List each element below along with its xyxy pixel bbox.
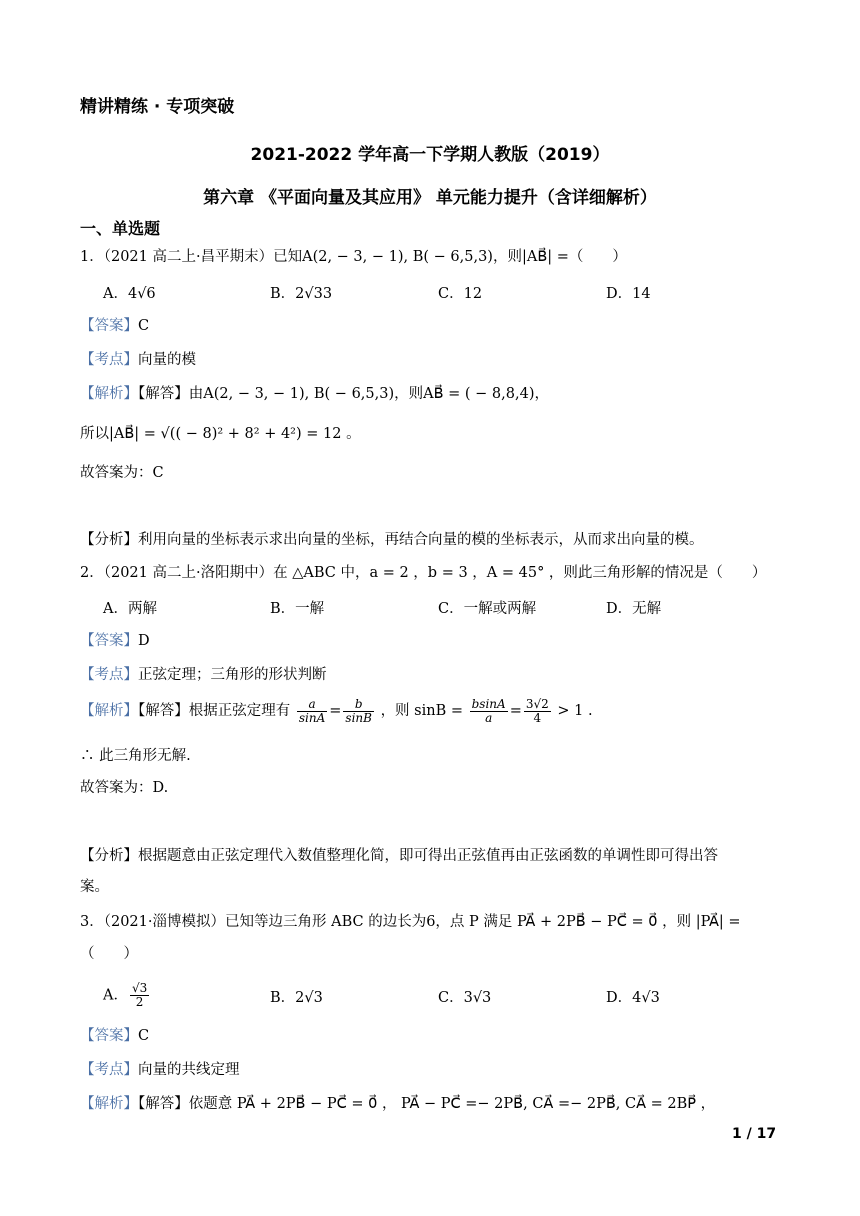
q2-stem: 2．（2021 高二上·洛阳期中）在 △ABC 中，a = 2 ，b = 3 ，A = 45° ，则此三角形解的情况是（ ） [80, 565, 767, 581]
q3-answer [80, 1026, 149, 1046]
q1-analysis-line2: 所以|AB⃗| = √(( − 8)² + 8² + 4²) = 12 。 [80, 426, 361, 442]
q1-remark: 【分析】利用向量的坐标表示求出向量的坐标，再结合向量的模的坐标表示，从而求出向量的模。 [80, 532, 704, 548]
q2-point [80, 665, 327, 685]
point-tag: 【考点】 [80, 352, 138, 368]
q2-option-b: B．一解 [270, 601, 325, 617]
q2-analysis-prefix: 【解答】根据正弦定理有 [138, 703, 291, 719]
series-title: 精讲精练 · 专项突破 [80, 97, 235, 117]
point-tag: 【考点】 [80, 667, 138, 683]
q2-remark-line1: 【分析】根据题意由正弦定理代入数值整理化简，即可得出正弦值再由正弦函数的单调性即可得出答 [80, 848, 718, 864]
q1-analysis [80, 384, 549, 404]
fraction: $\frac{bsinA}{a}$ [471, 696, 506, 725]
q1-analysis-line3: 故答案为：C [80, 465, 164, 481]
point-tag: 【考点】 [80, 1062, 138, 1078]
q1-option-d: D．14 [606, 286, 651, 302]
q2-analysis: 【解析】【解答】根据正弦定理有 $\frac{a}{\sin A}$ = $\frac{b}{\sin B}$ ，则 sinB = $\frac{bsinA}{a}$ = $\frac{3√2}{4}$ > 1 . [80, 696, 593, 725]
q3-option-b: B．2√3 [270, 990, 323, 1006]
q3-point [80, 1060, 240, 1080]
q3-option-d: D．4√3 [606, 990, 660, 1006]
doc-title-line2: 第六章 《平面向量及其应用》 单元能力提升（含详细解析） [203, 188, 657, 208]
answer-tag: 【答案】 [80, 633, 138, 649]
q1-option-c: C．12 [438, 286, 483, 302]
q3-option-c: C．3√3 [438, 990, 492, 1006]
q3-answer-value: C [138, 1028, 150, 1044]
fraction: $\frac{a}{\sin A}$ [298, 696, 326, 725]
q3-option-a: A． $\frac{√3}{2}$ [103, 981, 148, 1009]
q3-stem-line2: （ ） [80, 946, 138, 962]
analysis-tag: 【解析】 [80, 386, 138, 402]
answer-tag: 【答案】 [80, 1028, 138, 1044]
q2-remark-line2: 案。 [80, 879, 109, 895]
q3-stem-line1: 3．（2021·淄博模拟）已知等边三角形 ABC 的边长为6，点 P 满足 PA⃗ + 2PB⃗ − PC⃗ = 0⃗ ，则 |PA⃗| = [80, 914, 741, 930]
analysis-tag: 【解析】 [80, 1096, 138, 1112]
q2-point-value: 正弦定理；三角形的形状判断 [138, 667, 327, 683]
q1-option-a: A．4√6 [103, 286, 156, 302]
q1-point [80, 350, 196, 370]
q3-analysis-line1: 【解答】依题意 PA⃗ + 2PB⃗ − PC⃗ = 0⃗ ， PA⃗ − PC⃗ =− 2PB⃗, CA⃗ =− 2PB⃗, CA⃗ = 2BP⃗ ， [138, 1096, 716, 1112]
q2-analysis-suffix: > 1 . [557, 703, 593, 719]
q1-point-value: 向量的模 [138, 352, 196, 368]
q2-option-a: A．两解 [103, 601, 157, 617]
section-heading: 一、单选题 [80, 219, 161, 238]
analysis-tag: 【解析】 [80, 703, 138, 719]
fraction: $\frac{3√2}{4}$ [525, 696, 549, 725]
doc-title-line1: 2021-2022 学年高一下学期人教版（2019） [250, 145, 610, 165]
q2-answer [80, 631, 150, 651]
q2-analysis-mid: ，则 sinB = [380, 703, 464, 719]
q2-analysis-line2: ∴ 此三角形无解. [80, 748, 191, 764]
q3-analysis [80, 1094, 715, 1114]
answer-tag: 【答案】 [80, 318, 138, 334]
q3-point-value: 向量的共线定理 [138, 1062, 240, 1078]
q2-analysis-line3: 故答案为：D. [80, 780, 169, 796]
fraction: $\frac{b}{\sin B}$ [345, 696, 372, 725]
q1-option-b: B．2√33 [270, 286, 333, 302]
q1-answer [80, 316, 149, 336]
q2-answer-value: D [138, 633, 150, 649]
fraction: $\frac{√3}{2}$ [131, 981, 148, 1009]
q1-answer-value: C [138, 318, 150, 334]
q1-analysis-line1: 【解答】由A(2, − 3, − 1), B( − 6,5,3)，则AB⃗ = ( − 8,8,4)， [138, 386, 549, 402]
q1-stem: 1．（2021 高二上·昌平期末）已知A(2, − 3, − 1), B( − 6,5,3)，则|AB⃗| =（ ） [80, 249, 627, 265]
q2-option-d: D．无解 [606, 601, 662, 617]
page-number: 1 / 17 [732, 1126, 777, 1142]
q2-option-c: C．一解或两解 [438, 601, 537, 617]
